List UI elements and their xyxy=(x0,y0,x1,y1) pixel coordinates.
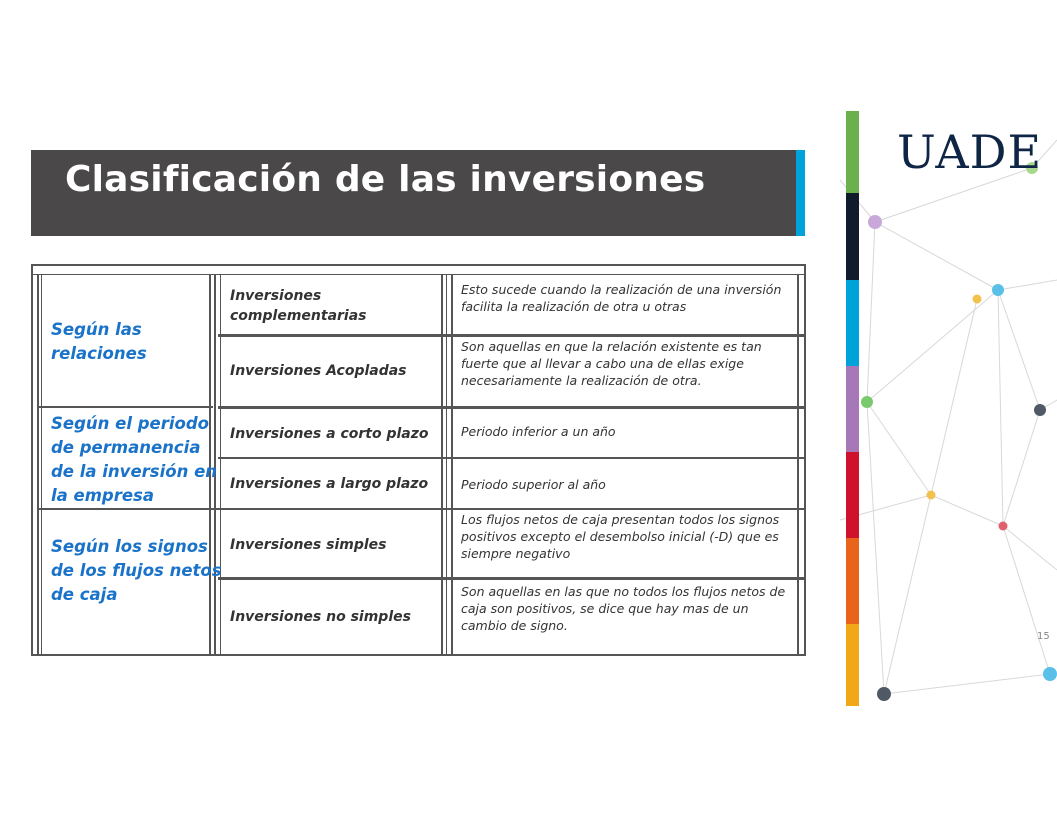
uade-logo: UADE xyxy=(897,125,1043,179)
table-rule xyxy=(31,274,804,275)
table-rule xyxy=(797,274,799,654)
description-cell: Son aquellas en las que no todos los flujos netos de caja son positivos, se dice que hay mas de un cambio de signo. xyxy=(461,584,786,633)
description-cell: Son aquellas en que la relación existente es tan fuerte que al llevar a cabo una de ellas exige necesariamente la realización de otra. xyxy=(461,339,762,388)
description-cell: Periodo inferior a un año xyxy=(461,424,616,439)
table-rule xyxy=(218,457,804,459)
table-rule xyxy=(218,577,804,580)
type-cell: Inversiones no simples xyxy=(230,609,411,625)
slide-title: Clasificación de las inversiones xyxy=(65,159,706,200)
title-accent-bar xyxy=(796,150,805,236)
category-cell: Según el periodo de permanencia de la inversión en la empresa xyxy=(51,414,218,505)
stripe-segment xyxy=(846,624,859,706)
stripe-segment xyxy=(846,193,859,280)
page-number: 15 xyxy=(1037,631,1050,642)
table-rule xyxy=(37,508,804,510)
table-rule xyxy=(218,406,804,409)
type-cell: Inversiones Acopladas xyxy=(230,363,407,379)
table-rule xyxy=(37,274,39,654)
stripe-segment xyxy=(846,538,859,624)
category-cell: Según los signos de los flujos netos de caja xyxy=(51,537,222,604)
table-rule xyxy=(41,274,42,654)
classification-table xyxy=(31,264,804,654)
stripe-segment xyxy=(846,280,859,366)
table-rule xyxy=(37,406,213,408)
description-cell: Esto sucede cuando la realización de una inversión facilita la realización de otra u otras xyxy=(461,282,782,314)
category-cell: Según las relaciones xyxy=(51,320,147,363)
type-cell: Inversiones a corto plazo xyxy=(230,426,429,442)
type-cell: Inversiones a largo plazo xyxy=(230,476,429,492)
stripe-segment xyxy=(846,452,859,538)
table-rule xyxy=(451,274,453,654)
table-rule xyxy=(218,334,804,337)
description-cell: Periodo superior al año xyxy=(461,477,606,492)
description-cell: Los flujos netos de caja presentan todos los signos positivos excepto el desembolso inicial (-D) que es siempre negativo xyxy=(461,512,780,561)
type-cell: Inversiones complementarias xyxy=(230,288,367,324)
table-rule xyxy=(446,274,447,654)
network-decoration-graphic xyxy=(840,100,1057,720)
type-cell: Inversiones simples xyxy=(230,537,387,553)
stripe-segment xyxy=(846,366,859,452)
table-rule xyxy=(441,274,443,654)
stripe-segment xyxy=(846,111,859,193)
